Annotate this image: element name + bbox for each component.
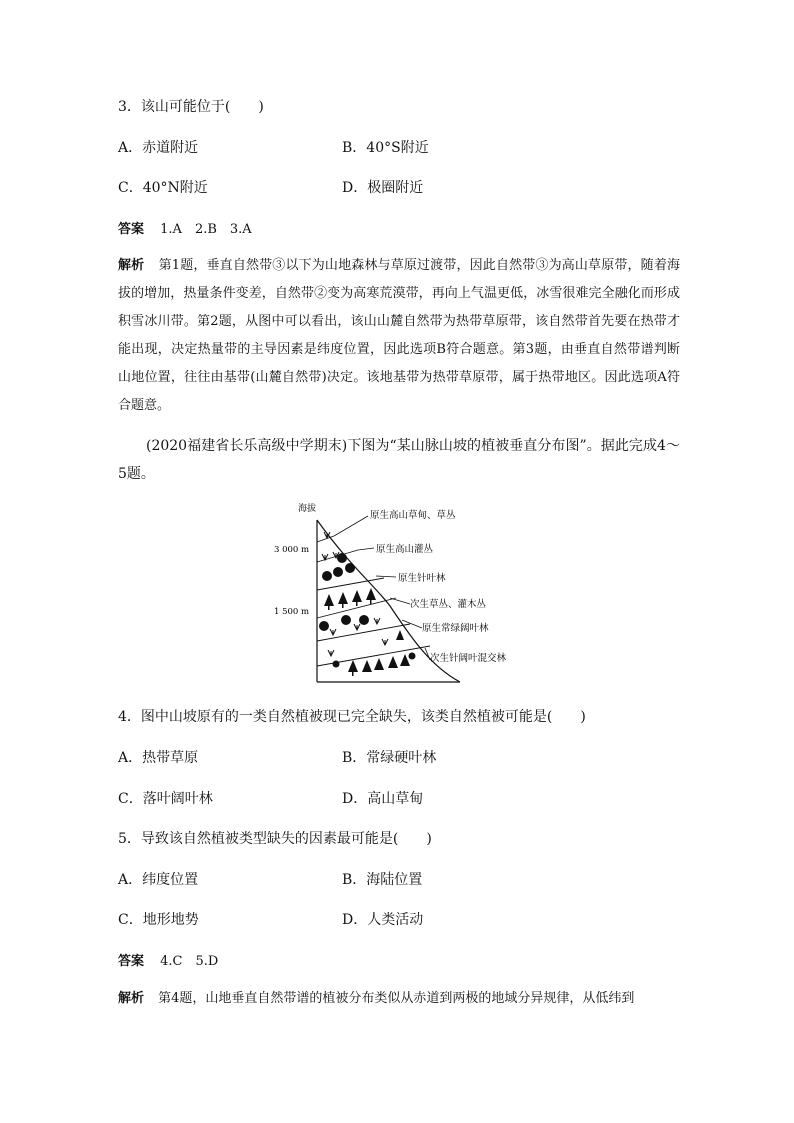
- zone-label-2: 原生高山灌丛: [376, 544, 434, 555]
- answer-label: 答案: [118, 222, 145, 237]
- q3-stem: 3．该山可能位于( ): [118, 99, 264, 115]
- analysis-label: 解析: [118, 258, 145, 273]
- tick-3000: 3 000 m: [274, 545, 310, 555]
- analysis-text-2: 第4题，山地垂直自然带谱的植被分布类似从赤道到两极的地域分异规律，从低纬到: [158, 991, 635, 1006]
- q4-option-a: A．热带草原: [118, 750, 199, 766]
- zone-label-1: 原生高山草甸、草丛: [370, 510, 456, 521]
- answer-text-2: 4.C 5.D: [160, 954, 219, 969]
- q5-option-d: D．人类活动: [342, 912, 424, 928]
- q4-stem: 4．图中山坡原有的一类自然植被现已完全缺失，该类自然植被可能是( ): [118, 709, 586, 725]
- q5-option-c: C．地形地势: [118, 912, 199, 928]
- zone-label-6: 次生针阔叶混交林: [430, 653, 507, 664]
- q3-option-c: C．40°N附近: [118, 180, 208, 196]
- boundary-5: [317, 624, 410, 641]
- answer-1-3: [118, 218, 252, 237]
- zone-label-4: 次生草丛、灌木丛: [410, 599, 487, 610]
- answer-text: 1.A 2.B 3.A: [160, 222, 252, 237]
- q5-stem: 5．导致该自然植被类型缺失的因素最可能是( ): [118, 831, 432, 847]
- zone-label-5: 原生常绿阔叶林: [422, 623, 489, 634]
- axis-label: 海拔: [298, 504, 317, 514]
- q3-option-a: A．赤道附近: [118, 140, 199, 156]
- q3-option-d: D．极圈附近: [342, 180, 424, 196]
- q3-option-b: B．40°S附近: [342, 140, 429, 156]
- analysis-text: 第1题，垂直自然带③以下为山地森林与草原过渡带，因此自然带③为高山草原带，随着海拔的增加，热量条件变差，自然带②变为高寒荒漠带，再向上气温更低，冰雪很难完全融化而形成积雪冰川带。第2题，从图中可以看出，该山山麓自然带为热带草原带，该自然带首先要在热带才能出现，决定热量带的主导因素是纬度位置，因此选项B符合题意。第3题，由垂直自然带谱判断山地位置，往往由基带(山麓自然带)决定。该地基带为热带草原带，属于热带地区。因此选项A符合题意。: [118, 258, 680, 413]
- analysis-4-5: [118, 985, 680, 1013]
- intro-4-5: (2020福建省长乐高级中学期末)下图为“某山脉山坡的植被垂直分布图”。据此完成4～5题。: [118, 438, 680, 482]
- zone-label-3: 原生针叶林: [398, 573, 446, 584]
- q5-option-b: B．海陆位置: [342, 872, 423, 888]
- analysis-label-2: 解析: [118, 991, 145, 1006]
- q4-option-d: D．高山草甸: [342, 791, 424, 807]
- answer-label-2: 答案: [118, 954, 145, 969]
- vegetation-figure: [270, 496, 510, 688]
- answer-4-5: [118, 950, 218, 969]
- tick-1500: 1 500 m: [274, 607, 310, 617]
- q5-option-a: A．纬度位置: [118, 872, 199, 888]
- q4-option-c: C．落叶阔叶林: [118, 791, 213, 807]
- q4-option-b: B．常绿硬叶林: [342, 750, 437, 766]
- analysis-1-3: [118, 252, 680, 420]
